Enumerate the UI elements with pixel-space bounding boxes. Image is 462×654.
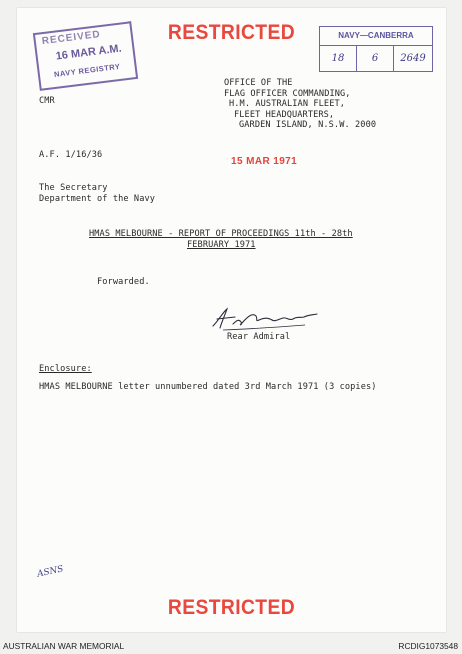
signatory-title: Rear Admiral	[227, 332, 291, 342]
security-marking-bottom: RESTRICTED	[167, 596, 296, 619]
recipient-block	[39, 183, 155, 204]
margin-annotation: ASNS	[36, 564, 65, 580]
reference-initials: CMR	[39, 96, 55, 106]
subject-line: FEBRUARY 1971	[187, 239, 256, 250]
navy-stamp-cell-3: 2649	[400, 53, 426, 64]
navy-stamp-cell-1: 18	[331, 53, 345, 64]
file-reference: A.F. 1/16/36	[39, 150, 103, 160]
from-address-line: GARDEN ISLAND, N.S.W. 2000	[239, 120, 377, 131]
subject-line: HMAS MELBOURNE - REPORT OF PROCEEDINGS 11th - 28th	[89, 229, 353, 239]
enclosure-text: HMAS MELBOURNE letter unnumbered dated 3rd March 1971 (3 copies)	[39, 382, 377, 392]
document-page	[17, 8, 446, 632]
from-address-block	[212, 78, 376, 131]
subject-block	[89, 229, 353, 250]
registry-received-stamp	[33, 21, 138, 91]
navy-stamp-cell-2: 6	[371, 53, 379, 64]
received-date-stamp: 15 MAR 1971	[231, 156, 298, 167]
body-text: Forwarded.	[97, 277, 150, 287]
from-address-line: FLEET HEADQUARTERS,	[234, 109, 335, 120]
signature-image	[209, 306, 321, 332]
footer-record-id: RCDIG1073548	[398, 641, 458, 651]
recipient-line: The Secretary	[39, 183, 108, 193]
navy-stamp-header: NAVY—CANBERRA	[320, 27, 432, 46]
registry-stamp-line1: RECEIVED	[41, 29, 102, 48]
enclosure-heading: Enclosure:	[39, 364, 92, 374]
recipient-line: Department of the Navy	[39, 193, 156, 204]
registry-stamp-date: 16 MAR A.M.	[55, 42, 123, 63]
navy-canberra-stamp	[319, 26, 433, 72]
registry-stamp-label: NAVY REGISTRY	[53, 61, 121, 79]
from-address-line: OFFICE OF THE	[224, 78, 293, 88]
from-address-line: H.M. AUSTRALIAN FLEET,	[229, 99, 346, 110]
security-marking-top: RESTRICTED	[167, 21, 296, 44]
footer-credit: AUSTRALIAN WAR MEMORIAL	[3, 641, 125, 651]
from-address-line: FLAG OFFICER COMMANDING,	[224, 88, 351, 99]
